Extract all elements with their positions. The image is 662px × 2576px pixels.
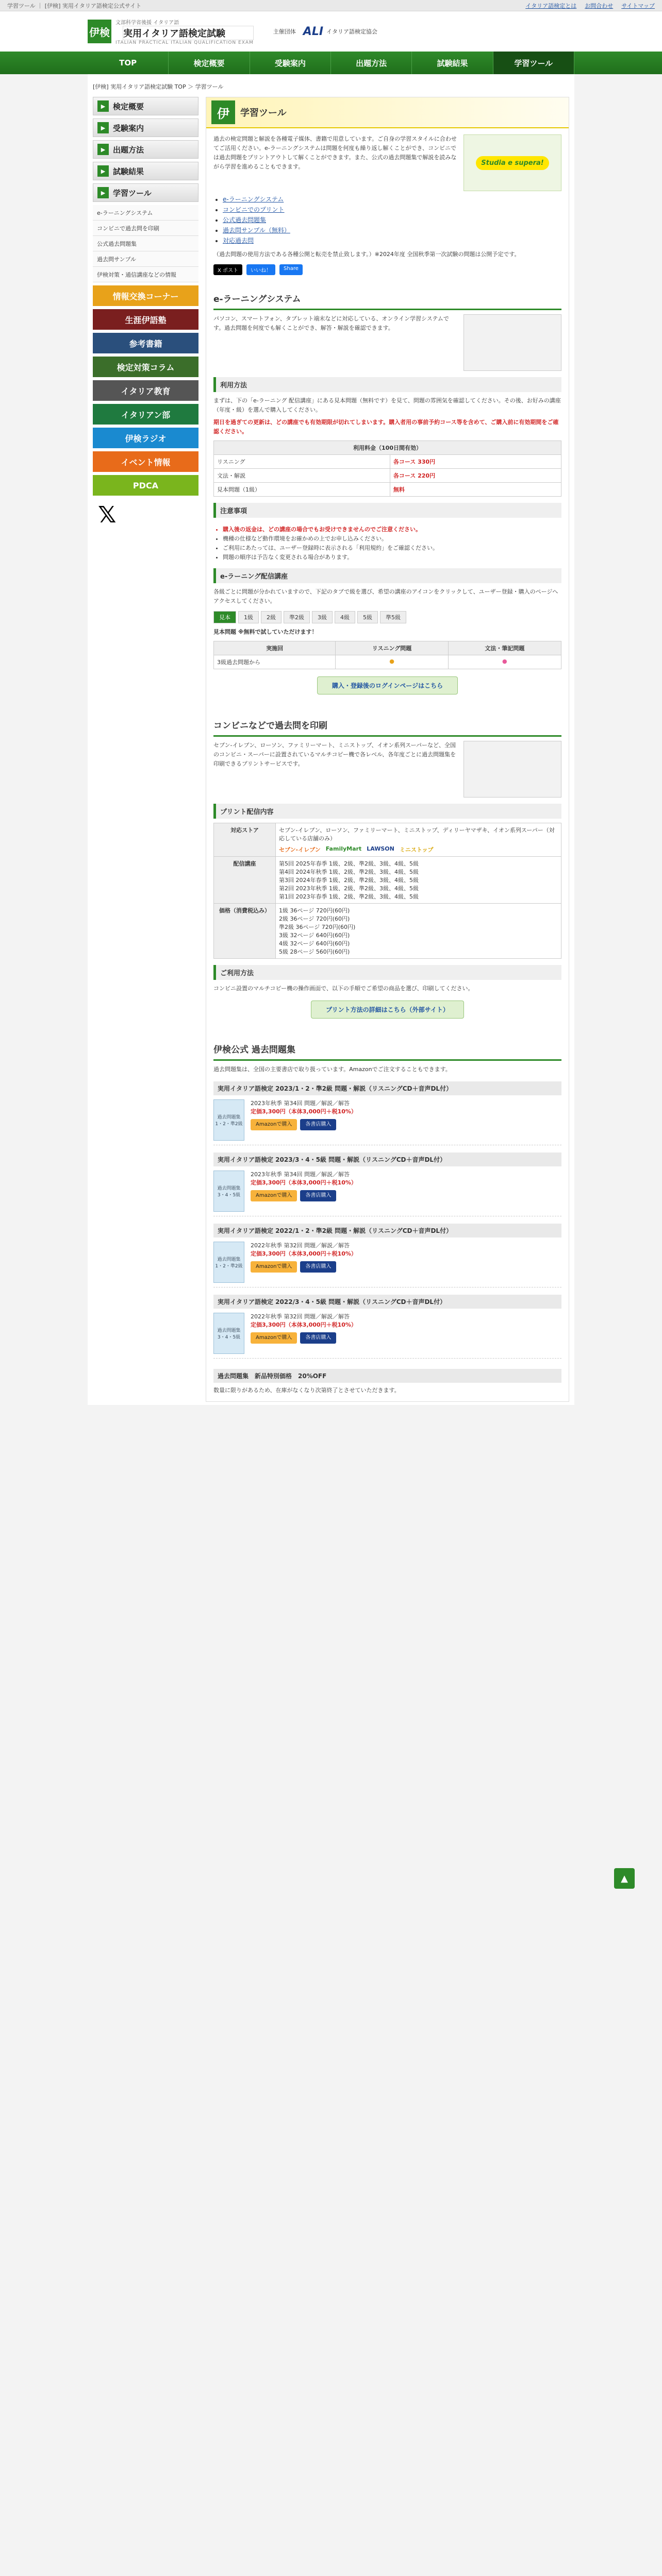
sidebar-item-results[interactable]: ▶ 試験結果 — [93, 162, 198, 180]
amazon-button[interactable]: Amazonで購入 — [251, 1190, 297, 1201]
nav-overview[interactable]: 検定概要 — [169, 52, 250, 74]
notes-heading: 注意事項 — [213, 503, 561, 518]
topbar-link-about[interactable]: イタリア語検定とは — [525, 2, 577, 9]
price-row-label: 見本問題（1級） — [214, 483, 390, 497]
usage-method-heading: ご利用方法 — [213, 965, 561, 980]
tab-level-1[interactable]: 1級 — [238, 611, 259, 623]
arrow-icon: ▶ — [97, 100, 109, 112]
content-row: 第1回 2023年春季 1級、2級、準2級、3級、4級、5級 — [279, 893, 419, 900]
elearning-desc: パソコン、スマートフォン、タブレット端末などに対応している、オンライン学習システムです。過去問題を何度でも解くことができ、解答・解説を確認できます。 — [213, 315, 449, 331]
page-mark: 伊 — [211, 100, 235, 124]
store-button[interactable]: 各書店購入 — [300, 1119, 336, 1130]
book-info: 2022年秋季 第32回 問題／解説／解答 — [251, 1313, 350, 1320]
sidebar-item-method[interactable]: ▶ 出題方法 — [93, 140, 198, 159]
sidebar-sub-elearning[interactable]: e-ラーニングシステム — [93, 205, 198, 221]
store-logo: セブン-イレブン — [279, 846, 321, 853]
note-item: • 機種の仕様など動作環境をお確かめの上でお申し込みください。 — [223, 534, 561, 544]
store-button[interactable]: 各書店購入 — [300, 1261, 336, 1273]
link-sample[interactable]: 過去問サンプル（無料） — [223, 227, 290, 234]
banner-events[interactable]: イベント情報 — [93, 451, 198, 472]
print-price-row: 3級 32ページ 640円(60円) — [279, 932, 350, 939]
link-books[interactable]: 公式過去問題集 — [223, 216, 267, 224]
sidebar-sub-sample[interactable]: 過去問サンプル — [93, 251, 198, 267]
print-price-row: 準2級 36ページ 720円(60円) — [279, 924, 356, 930]
site-header — [0, 11, 662, 52]
sidebar-sub-conveni[interactable]: コンビニで過去問を印刷 — [93, 221, 198, 236]
store-logo: ミニストップ — [399, 846, 434, 853]
book-cover: 過去問題集 1・2・準2級 — [213, 1242, 244, 1283]
content-row: 第4回 2024年秋季 1級、2級、準2級、3級、4級、5級 — [279, 869, 419, 875]
banner-juku[interactable]: 生涯伊語塾 — [93, 309, 198, 330]
speech-bubble: Studia e supera! — [476, 156, 549, 170]
intro-note: （過去問題の使用方法である各種公開と転売を禁止致します。）※2024年度 全国秋季第一次試験の問題は公開予定です。 — [213, 251, 520, 258]
store-button[interactable]: 各書店購入 — [300, 1332, 336, 1344]
content-row: 第3回 2024年春季 1級、2級、準2級、3級、4級、5級 — [279, 877, 419, 884]
breadcrumb[interactable]: [伊検] 実用イタリア語検定試験 TOP ＞ 学習ツール — [93, 83, 224, 90]
banner-club[interactable]: イタリアン部 — [93, 404, 198, 425]
share-button[interactable]: Share — [279, 264, 303, 275]
book-heading: 実用イタリア語検定 2022/3・4・5級 問題・解説（リスニングCD＋音声DL付） — [213, 1295, 561, 1309]
topbar-text: 学習ツール ｜ [伊検] 実用イタリア語検定公式サイト — [7, 2, 142, 9]
tab-level-4[interactable]: 4級 — [335, 611, 355, 623]
topbar-link-contact[interactable]: お問合わせ — [585, 2, 614, 9]
link-past[interactable]: 対応過去問 — [223, 237, 254, 244]
nav-tools[interactable]: 学習ツール — [493, 52, 574, 74]
book-cover: 過去問題集 3・4・5級 — [213, 1313, 244, 1354]
book-heading: 実用イタリア語検定 2022/1・2・準2級 問題・解説（リスニングCD＋音声DL付） — [213, 1224, 561, 1238]
price-row-value: 無料 — [390, 483, 561, 497]
note-item: • 購入後の返金は、どの講座の場合でもお受けできませんのでご注意ください。 — [223, 525, 561, 534]
sidebar-sub-courses[interactable]: 伊検対策・通信講座などの情報 — [93, 267, 198, 282]
book-item — [213, 1166, 561, 1216]
chevron-up-icon: ▲ — [621, 1873, 628, 1884]
intro-text: 過去の検定問題と解説を各種電子媒体、書籍で用意しています。ご自身の学習スタイルに合わせてご活用ください。e-ラーニングシステムは問題を何度も繰り返し解くことができ、コンビニでは過去問題をプリントアウトして解くことができます。また、公式の過去問題集で解説を読みながら学習を進めることもできます。 — [213, 135, 457, 170]
book-cover: 過去問題集 1・2・準2級 — [213, 1099, 244, 1141]
top-bar — [0, 0, 662, 11]
org-label: 主催団体 — [273, 28, 296, 35]
book-heading: 実用イタリア語検定 2023/1・2・準2級 問題・解説（リスニングCD＋音声DL付） — [213, 1081, 561, 1095]
content-row: 第2回 2023年秋季 1級、2級、準2級、3級、4級、5級 — [279, 885, 419, 892]
amazon-button[interactable]: Amazonで購入 — [251, 1261, 297, 1273]
book-price: 定価3,300円（本体3,000円＋税10%） — [251, 1250, 357, 1257]
book-item — [213, 1238, 561, 1287]
arrow-icon: ▶ — [97, 165, 109, 177]
elearning-section — [206, 281, 569, 708]
sample-col: 実施回 — [214, 641, 336, 655]
store-logo: FamilyMart — [325, 845, 362, 852]
print-detail-button[interactable]: プリント方法の詳細はこちら（外部サイト） — [311, 1001, 464, 1019]
usage-text: まずは、下の「e-ラーニング 配信講座」にある見本問題（無料です）を見て、問題の雰囲気を確認してください。その後、お好みの講座（年度・級）を選んで購入してください。 — [213, 397, 561, 413]
x-logo-icon[interactable]: 𝕏 — [98, 502, 117, 528]
older-books-desc: 数量に限りがあるため、在庫がなくなり次第終了とさせていただきます。 — [213, 1387, 400, 1394]
arrow-icon: ▶ — [97, 122, 109, 133]
print-content-heading: プリント配信内容 — [213, 804, 561, 819]
main-nav — [0, 52, 662, 74]
like-button[interactable]: いいね！ — [246, 264, 275, 275]
sidebar-sub-books[interactable]: 公式過去問題集 — [93, 236, 198, 251]
book-item — [213, 1309, 561, 1359]
nav-results[interactable]: 試験結果 — [412, 52, 493, 74]
listening-icon[interactable]: ● — [336, 655, 448, 669]
sample-row-label: 3級過去問題から — [214, 655, 336, 669]
note-item: • 問題の順序は予告なく変更される場合があります。 — [223, 553, 561, 562]
banner-exchange[interactable]: 情報交換コーナー — [93, 285, 198, 306]
devices-illustration — [464, 314, 561, 371]
sidebar — [93, 97, 198, 1402]
banner-books[interactable]: 参考書籍 — [93, 333, 198, 353]
price-row-value: 各コース 330円 — [390, 455, 561, 469]
conveni-title: コンビニなどで過去問を印刷 — [213, 714, 561, 737]
copier-illustration — [464, 741, 561, 798]
tab-level-pre2[interactable]: 準2級 — [284, 611, 310, 623]
grammar-icon[interactable]: ● — [448, 655, 561, 669]
price-table — [213, 440, 561, 497]
sample-table — [213, 641, 561, 669]
sidebar-item-tools[interactable]: ▶ 学習ツール — [93, 183, 198, 202]
page-title: 学習ツール — [240, 108, 287, 118]
books-desc: 過去問題集は、全国の主要書店で取り扱っています。Amazonでご注文することもできます。 — [213, 1066, 451, 1073]
print-price-row: 4級 32ページ 640円(60円) — [279, 940, 350, 947]
page-container — [88, 74, 574, 1405]
tab-level-pre5[interactable]: 準5級 — [380, 611, 406, 623]
nav-top[interactable]: TOP — [88, 52, 169, 74]
nav-guide[interactable]: 受験案内 — [250, 52, 331, 74]
book-price: 定価3,300円（本体3,000円＋税10%） — [251, 1321, 357, 1328]
stores-label: 対応ストア — [214, 823, 276, 857]
site-logo[interactable]: 伊検 — [88, 20, 111, 43]
sidebar-item-overview[interactable]: ▶ 検定概要 — [93, 97, 198, 115]
store-logo: LAWSON — [367, 845, 394, 852]
topbar-link-sitemap[interactable]: サイトマップ — [621, 2, 655, 9]
book-info: 2023年秋季 第34回 問題／解説／解答 — [251, 1171, 350, 1178]
tab-level-2[interactable]: 2級 — [261, 611, 282, 623]
tool-links — [213, 191, 561, 246]
banner-radio[interactable]: 伊検ラジオ — [93, 428, 198, 448]
book-heading: 実用イタリア語検定 2023/3・4・5級 問題・解説（リスニングCD＋音声DL付） — [213, 1153, 561, 1166]
tab-level-3[interactable]: 3級 — [312, 611, 333, 623]
price-row-value: 各コース 220円 — [390, 469, 561, 483]
ali-name: イタリア語検定協会 — [326, 28, 378, 35]
amazon-button[interactable]: Amazonで購入 — [251, 1332, 297, 1344]
book-price: 定価3,300円（本体3,000円＋税10%） — [251, 1179, 357, 1186]
banner-education[interactable]: イタリア教育 — [93, 380, 198, 401]
book-info: 2022年秋季 第32回 問題／解説／解答 — [251, 1242, 350, 1249]
price-table-head: 利用料金（100日間有効） — [214, 441, 561, 455]
usage-warning: 期日を過ぎての更新は、どの講座でも有効期限が切れてしまいます。購入者用の事前予約コース等を含めて、ご購入前に有効期間をご確認ください。 — [213, 419, 559, 435]
link-elearning[interactable]: e-ラーニングシステム — [223, 196, 284, 203]
usage-heading: 利用方法 — [213, 377, 561, 392]
content-label: 配信講座 — [214, 857, 276, 904]
x-post-button[interactable]: X ポスト — [213, 264, 242, 275]
note-item: • ご利用にあたっては、ユーザー登録時に表示される「利用規約」をご確認ください。 — [223, 544, 561, 553]
sample-col: 文法・筆記問題 — [448, 641, 561, 655]
elearning-title: e-ラーニングシステム — [213, 287, 561, 310]
print-price-row: 5級 28ページ 560円(60円) — [279, 948, 350, 955]
banner-pdca[interactable]: PDCA — [93, 475, 198, 496]
print-price-row: 2級 36ページ 720円(60円) — [279, 916, 350, 922]
site-title-english: ITALIAN PRACTICAL ITALIAN QUALIFICATION EXAM — [115, 40, 254, 45]
books-title: 伊検公式 過去問題集 — [213, 1038, 561, 1061]
banner-column[interactable]: 検定対策コラム — [93, 357, 198, 377]
price-label: 価格（消費税込み） — [214, 904, 276, 959]
link-conveni[interactable]: コンビニでのプリント — [223, 206, 285, 213]
conveni-section — [206, 708, 569, 1032]
site-title[interactable]: 実用イタリア語検定試験 — [123, 26, 254, 40]
arrow-icon: ▶ — [97, 187, 109, 198]
book-price: 定価3,300円（本体3,000円＋税10%） — [251, 1108, 357, 1115]
older-books-heading: 過去問題集 新品特別価格 20%OFF — [213, 1369, 561, 1383]
print-table — [213, 823, 561, 959]
content-row: 第5回 2025年春季 1級、2級、準2級、3級、4級、5級 — [279, 860, 419, 867]
book-info: 2023年秋季 第34回 問題／解説／解答 — [251, 1100, 350, 1107]
book-item — [213, 1095, 561, 1145]
sidebar-item-guide[interactable]: ▶ 受験案内 — [93, 118, 198, 137]
books-section — [206, 1032, 569, 1401]
courses-heading: e-ラーニング配信講座 — [213, 568, 561, 583]
nav-method[interactable]: 出題方法 — [331, 52, 412, 74]
stores-desc: セブン-イレブン、ローソン、ファミリーマート、ミニストップ、ディリーヤマザキ、イオン系列スーパー（対応している店舗のみ） — [279, 827, 555, 842]
study-illustration — [464, 134, 561, 191]
logo-subtitle: 文部科学省後援 イタリア語 — [115, 20, 179, 26]
print-price-row: 1級 36ページ 720円(60円) — [279, 907, 350, 914]
ali-logo[interactable] — [303, 25, 377, 38]
login-page-button[interactable]: 購入・登録後のログインページはこちら — [317, 676, 458, 694]
book-cover: 過去問題集 3・4・5級 — [213, 1171, 244, 1212]
level-tabs — [213, 611, 561, 623]
price-row-label: リスニング — [214, 455, 390, 469]
main-content — [206, 97, 569, 1402]
notes-list — [213, 522, 561, 562]
usage-method-text: コンビニ設置のマルチコピー機の操作画面で、以下の手順でご希望の商品を選び、印刷してください。 — [213, 985, 474, 992]
courses-desc: 各級ごとに問題が分かれていますので、下記のタブで級を選び、希望の講座のアイコンをクリックして、ユーザー登録・購入のページへアクセスしてください。 — [213, 588, 558, 604]
store-button[interactable]: 各書店購入 — [300, 1190, 336, 1201]
arrow-icon: ▶ — [97, 144, 109, 155]
page-header — [206, 97, 569, 128]
tab-level-5[interactable]: 5級 — [357, 611, 378, 623]
sample-title: 見本問題 ※無料で試していただけます！ — [213, 629, 318, 635]
price-row-label: 文法・解説 — [214, 469, 390, 483]
tab-sample[interactable]: 見本 — [213, 611, 236, 623]
scroll-top-button[interactable] — [614, 1868, 635, 1889]
amazon-button[interactable]: Amazonで購入 — [251, 1119, 297, 1130]
sample-col: リスニング問題 — [336, 641, 448, 655]
social-buttons — [213, 264, 561, 275]
ali-mark: ALI — [303, 25, 324, 38]
conveni-desc: セブン-イレブン、ローソン、ファミリーマート、ミニストップ、イオン系列スーパーなど、全国のコンビニ・スーパーに設置されているマルチコピー機で各レベル、各年度ごとに過去問題集を印刷できるプリントサービスです。 — [213, 742, 456, 767]
